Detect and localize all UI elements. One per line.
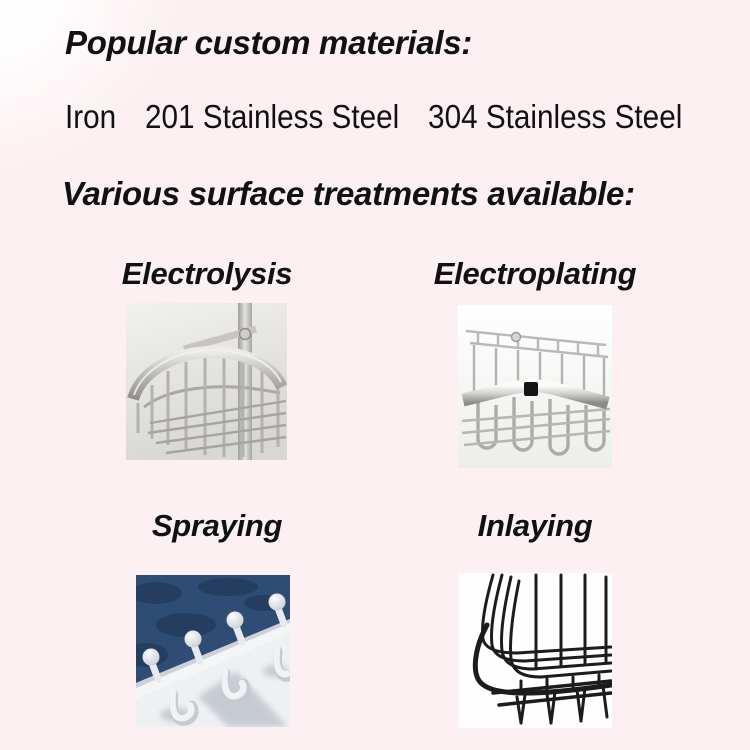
treatment-label-spraying: Spraying xyxy=(151,508,283,543)
white-coated-hook-rail-image xyxy=(136,575,290,727)
treatment-label-electrolysis: Electrolysis xyxy=(121,256,293,291)
brushed-stainless-corner-basket-image xyxy=(126,303,287,460)
material-item-304-stainless: 304 Stainless Steel xyxy=(428,98,683,135)
materials-list xyxy=(65,100,682,135)
material-item-201-stainless: 201 Stainless Steel xyxy=(144,98,400,135)
treatment-label-inlaying: Inlaying xyxy=(477,508,593,543)
material-item-iron: Iron xyxy=(65,98,117,135)
black-wire-basket-image xyxy=(459,573,612,728)
materials-title: Popular custom materials: xyxy=(65,24,472,61)
treatment-label-electroplating: Electroplating xyxy=(433,256,637,291)
electroplating-photo xyxy=(458,305,612,468)
treatments-title: Various surface treatments available: xyxy=(62,175,635,212)
inlaying-photo xyxy=(459,573,612,728)
spraying-photo xyxy=(136,575,290,727)
electrolysis-photo xyxy=(126,303,287,460)
chrome-wire-basket-image xyxy=(458,305,612,468)
